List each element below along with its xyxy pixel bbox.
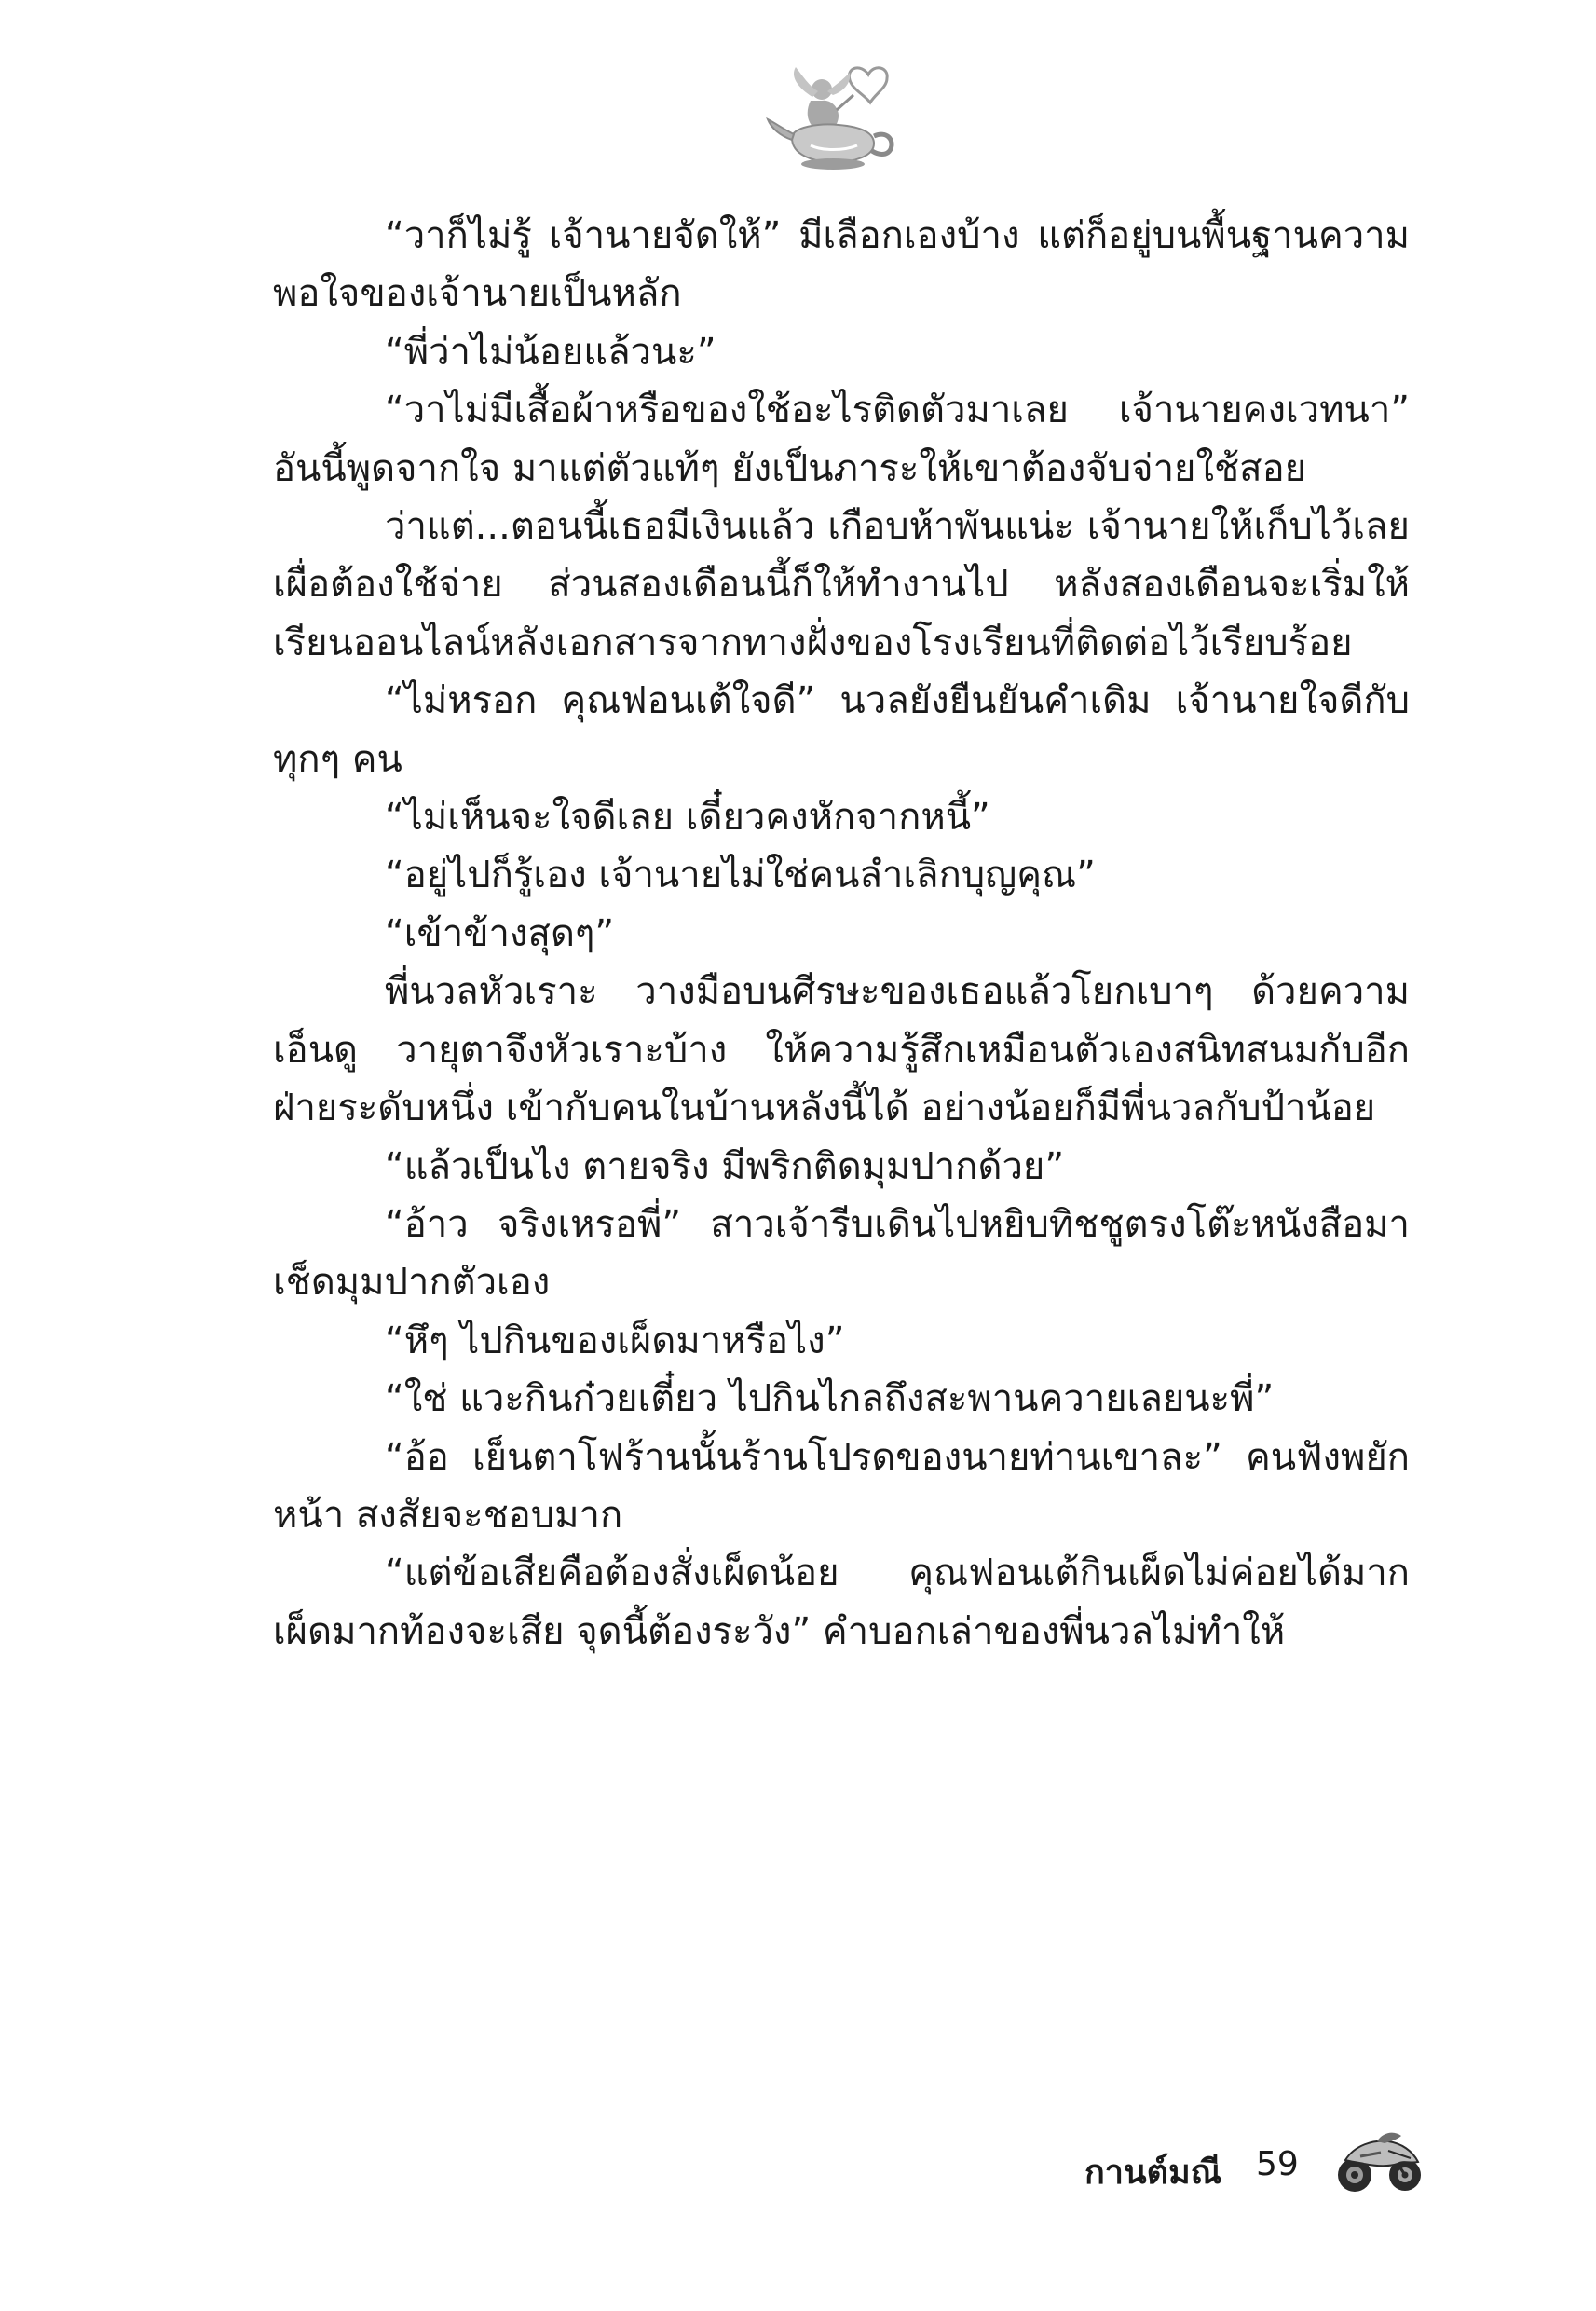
paragraph: “อ้าว จริงเหรอพี่” สาวเจ้ารีบเดินไปหยิบทิชชูตรงโต๊ะหนังสือมาเช็ดมุมปากตัวเอง	[273, 1202, 1410, 1305]
paragraph: “เข้าข้างสุดๆ”	[385, 911, 615, 955]
paragraph: ว่าแต่...ตอนนี้เธอมีเงินแล้ว เกือบห้าพันแน่ะ เจ้านายให้เก็บไว้เลยเผื่อต้องใช้จ่าย ส่วนสองเดือนนี้ก็ให้ทำงานไป หลังสองเดือนจะเริ่มให้เรียนออนไลน์หลังเอกสารจากทางฝั่งของโรงเรียนที่ติดต่อไว้เรียบร้อย	[273, 505, 1410, 664]
paragraph: “แล้วเป็นไง ตายจริง มีพริกติดมุมปากด้วย”	[385, 1144, 1065, 1188]
paragraph: “แต่ข้อเสียคือต้องสั่งเผ็ดน้อย คุณฟอนเต้กินเผ็ดไม่ค่อยได้มาก เผ็ดมากท้องจะเสีย จุดนี้ต้องระวัง” คำบอกเล่าของพี่นวลไม่ทำให้	[273, 1552, 1410, 1653]
page-number: 59	[1256, 2145, 1299, 2183]
page-footer	[1071, 2123, 1444, 2207]
paragraph: “ไม่หรอก คุณฟอนเต้ใจดี” นวลยังยืนยันคำเดิม เจ้านายใจดีกับทุกๆ คน	[273, 679, 1410, 781]
paragraph: “วาไม่มีเสื้อผ้าหรือของใช้อะไรติดตัวมาเลย เจ้านายคงเวทนา” อันนี้พูดจากใจ มาแต่ตัวแท้ๆ ยังเป็นภาระให้เขาต้องจับจ่ายใช้สอย	[273, 389, 1410, 490]
paragraph: “วาก็ไม่รู้ เจ้านายจัดให้” มีเลือกเองบ้าง แต่ก็อยู่บนพื้นฐานความพอใจของเจ้านายเป็นหลัก	[273, 214, 1410, 316]
paragraph: “ไม่เห็นจะใจดีเลย เดี๋ยวคงหักจากหนี้”	[385, 796, 990, 840]
book-title: กานต์มณี	[1084, 2154, 1222, 2192]
cherub-teapot-icon	[764, 54, 913, 175]
paragraph: “อยู่ไปก็รู้เอง เจ้านายไม่ใช่คนลำเลิกบุญคุณ”	[385, 854, 1096, 897]
chapter-body	[273, 207, 1410, 1661]
paragraph: “หึๆ ไปกินของเผ็ดมาหรือไง”	[385, 1319, 845, 1362]
paragraph: “ใช่ แวะกินก๋วยเตี๋ยว ไปกินไกลถึงสะพานควายเลยนะพี่”	[385, 1377, 1275, 1421]
motorcycle-icon	[1332, 2123, 1425, 2197]
paragraph: พี่นวลหัวเราะ วางมือบนศีรษะของเธอแล้วโยกเบาๆ ด้วยความเอ็นดู วายุตาจึงหัวเราะบ้าง ให้ความรู้สึกเหมือนตัวเองสนิทสนมกับอีกฝ่ายระดับหนึ่ง เข้ากับคนในบ้านหลังนี้ได้ อย่างน้อยก็มีพี่นวลกับป้าน้อย	[273, 970, 1410, 1130]
paragraph: “พี่ว่าไม่น้อยแล้วนะ”	[385, 330, 716, 374]
paragraph: “อ้อ เย็นตาโฟร้านนั้นร้านโปรดของนายท่านเขาละ” คนฟังพยักหน้า สงสัยจะชอบมาก	[273, 1435, 1410, 1537]
